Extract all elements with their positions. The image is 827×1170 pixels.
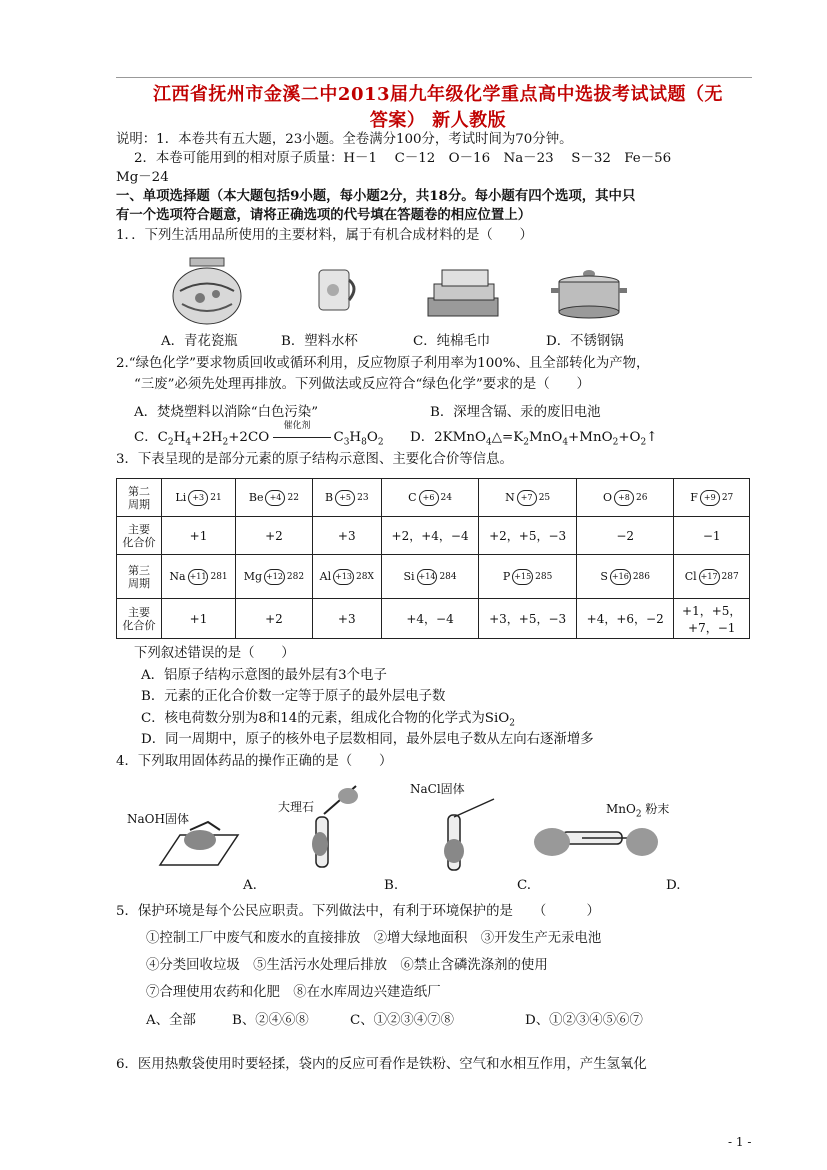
q3-sub: 下列叙述错误的是（ ） <box>134 646 295 661</box>
valence-cell: +1 <box>162 599 236 639</box>
q3-option-c: C．核电荷数分别为8和14的元素，组成化合物的化学式为SiO$_2$ <box>141 711 515 729</box>
q1-stem: 1．．下列生活用品所使用的主要材料，属于有机合成材料的是（ ） <box>116 228 533 243</box>
plastic-cup-image <box>313 266 361 318</box>
nacl-tube-image <box>436 795 506 875</box>
label-naoh: NaOH固体 <box>127 812 189 826</box>
page-number: - 1 - <box>728 1135 752 1149</box>
atom-cell: Cl +17 287 <box>674 555 750 599</box>
atom-cell: Be +4 22 <box>236 479 313 517</box>
q4-stem: 4．下列取用固体药品的操作正确的是（ ） <box>116 754 393 769</box>
q4-option-c: C. <box>517 878 532 893</box>
instruction-2: 2．本卷可能用到的相对原子质量：H－1 C－12 O－16 Na－23 S－32 Fe－56 <box>134 151 672 166</box>
atom-cell: B +5 23 <box>312 479 381 517</box>
q2-stem-2: “三废”必须先处理再排放。下列做法或反应符合“绿色化学”要求的是（ ） <box>134 377 590 392</box>
table-row-period3 <box>117 555 750 599</box>
valence-cell: +4，+6，−2 <box>576 599 674 639</box>
q1-option-b: B．塑料水杯 <box>281 334 358 349</box>
page-title-line1: 江西省抚州市金溪二中2013届九年级化学重点高中选拔考试试题（无 <box>152 84 724 105</box>
row-label-valence: 主要 化合价 <box>117 599 162 639</box>
q5-option-d: D、①②③④⑤⑥⑦ <box>525 1013 643 1028</box>
naoh-paper-image <box>150 820 240 870</box>
valence-cell: +1 <box>162 517 236 555</box>
q3-option-b: B．元素的正化合价数一定等于原子的最外层电子数 <box>141 689 446 704</box>
q2-stem-1: 2.“绿色化学”要求物质回收或循环利用，反应物原子利用率为100%、且全部转化为产物， <box>116 356 650 371</box>
q2-option-a: A．焚烧塑料以消除“白色污染” <box>134 405 319 420</box>
q4-option-d: D. <box>666 878 681 893</box>
row-label-valence: 主要 化合价 <box>117 517 162 555</box>
table-row-period2 <box>117 479 750 517</box>
atom-cell: Mg +12 282 <box>236 555 313 599</box>
q5-line-3: ⑦合理使用农药和化肥 ⑧在水库周边兴建造纸厂 <box>146 985 441 1000</box>
q1-option-a: A．青花瓷瓶 <box>161 334 238 349</box>
porcelain-vase-image <box>170 256 246 328</box>
atom-cell: O +8 26 <box>576 479 674 517</box>
marble-tube-image <box>296 782 366 872</box>
label-marble: 大理石 <box>278 800 315 814</box>
q5-stem: 5．保护环境是每个公民应职责。下列做法中，有利于环境保护的是 （ ） <box>116 904 600 919</box>
row-label-period3: 第三 周期 <box>117 555 162 599</box>
valence-cell: +3，+5，−3 <box>479 599 577 639</box>
q3-option-a: A．铝原子结构示意图的最外层有3个电子 <box>141 668 387 683</box>
q2-option-b: B．深埋含镉、汞的废旧电池 <box>430 405 601 420</box>
valence-cell: +2，+5，−3 <box>479 517 577 555</box>
q3-option-d: D．同一周期中，原子的核外电子层数相同，最外层电子数从左向右逐渐增多 <box>141 732 594 747</box>
steel-pot-image <box>550 264 628 322</box>
atom-cell: Na +11 281 <box>162 555 236 599</box>
header-rule <box>116 77 752 78</box>
section-heading-1: 一、单项选择题（本大题包括9小题，每小题2分，共18分。每小题有四个选项，其中只 <box>116 188 636 204</box>
q2-option-c: C．$C_2H_4+2H_2+2CO$ 催化剂 $C_3H_8O_2$ <box>134 429 384 452</box>
q5-line-1: ①控制工厂中废气和废水的直接排放 ②增大绿地面积 ③开发生产无汞电池 <box>146 931 602 946</box>
valence-cell: +2 <box>236 599 313 639</box>
valence-cell: +1，+5， +7，−1 <box>674 599 750 639</box>
q5-option-b: B、②④⑥⑧ <box>232 1013 309 1028</box>
q5-line-2: ④分类回收垃圾 ⑤生活污水处理后排放 ⑥禁止含磷洗涤剂的使用 <box>146 958 548 973</box>
atom-cell: P +15 285 <box>479 555 577 599</box>
atom-cell: N +7 25 <box>479 479 577 517</box>
q1-option-d: D．不锈钢锅 <box>546 334 624 349</box>
q1-option-c: C．纯棉毛巾 <box>413 334 491 349</box>
row-label-period2: 第二 周期 <box>117 479 162 517</box>
atom-cell: Al +13 28X <box>312 555 381 599</box>
instruction-1: 说明：1．本卷共有五大题，23小题。全卷满分100分，考试时间为70分钟。 <box>116 132 573 147</box>
valence-cell: −2 <box>576 517 674 555</box>
mno2-tube-image <box>532 812 662 868</box>
q2-option-d: D．$2KMnO_4\triangle=K_2MnO_4+MnO_2+O_2↑$ <box>410 430 658 448</box>
label-nacl: NaCl固体 <box>410 782 465 796</box>
q3-stem: 3．下表呈现的是部分元素的原子结构示意图、主要化合价等信息。 <box>116 452 513 467</box>
table-row-valence3 <box>117 599 750 639</box>
atom-cell: Si +14 284 <box>381 555 479 599</box>
atom-cell: C +6 24 <box>381 479 479 517</box>
q5-option-c: C、①②③④⑦⑧ <box>350 1013 454 1028</box>
section-heading-2: 有一个选项符合题意，请将正确选项的代号填在答题卷的相应位置上） <box>116 207 532 223</box>
atom-cell: S +16 286 <box>576 555 674 599</box>
table-row-valence2 <box>117 517 750 555</box>
valence-cell: +3 <box>312 599 381 639</box>
catalyst-label: 催化剂 <box>283 421 311 431</box>
label-mno2: MnO$_2$ 粉末 <box>606 802 670 820</box>
atom-cell: F +9 27 <box>674 479 750 517</box>
q4-option-b: B. <box>384 878 399 893</box>
valence-cell: −1 <box>674 517 750 555</box>
q5-option-a: A、全部 <box>146 1013 196 1028</box>
q6-stem: 6．医用热敷袋使用时要轻揉，袋内的反应可看作是铁粉、空气和水相互作用，产生氢氧化 <box>116 1057 647 1072</box>
q4-option-a: A. <box>243 878 257 893</box>
element-table <box>116 478 750 639</box>
page-title-line2: 答案） 新人教版 <box>369 110 507 131</box>
atom-cell: Li +3 21 <box>162 479 236 517</box>
valence-cell: +4，−4 <box>381 599 479 639</box>
valence-cell: +3 <box>312 517 381 555</box>
valence-cell: +2，+4，−4 <box>381 517 479 555</box>
cotton-towel-image <box>424 264 504 320</box>
instruction-3: Mg－24 <box>116 170 169 185</box>
valence-cell: +2 <box>236 517 313 555</box>
